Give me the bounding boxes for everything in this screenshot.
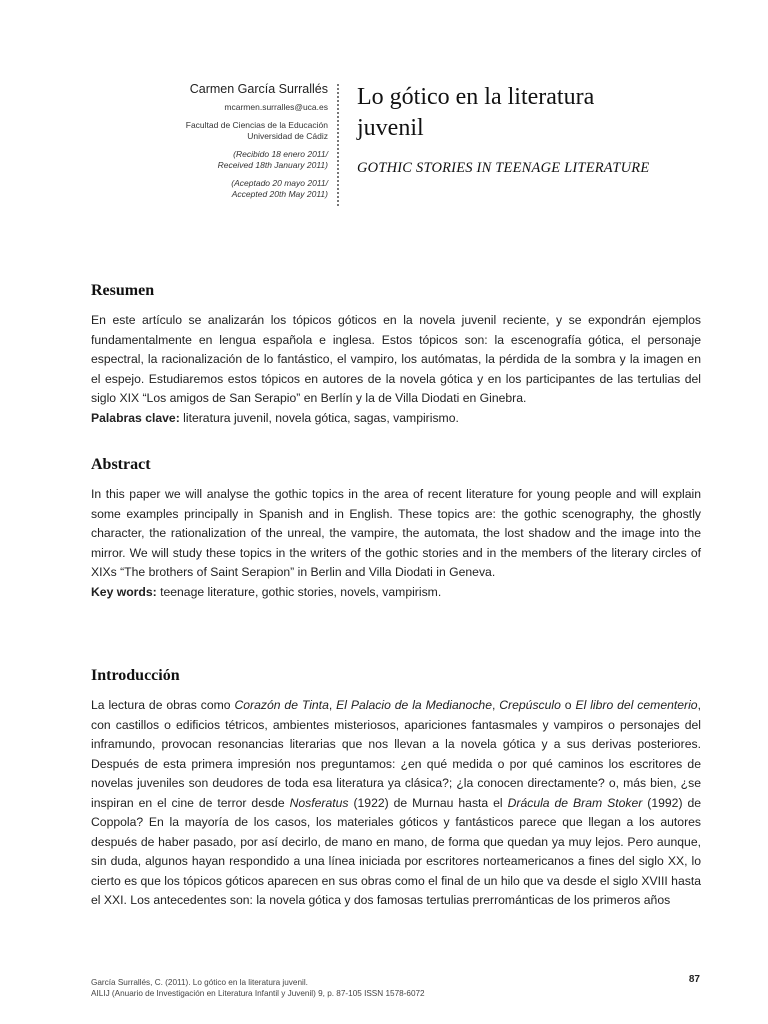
affiliation-university: Universidad de Cádiz — [247, 131, 328, 141]
article-subtitle: GOTHIC STORIES IN TEENAGE LITERATURE — [357, 160, 650, 176]
page-footer — [91, 977, 703, 999]
intro-text-1: La lectura de obras como — [91, 698, 235, 712]
resumen-body: En este artículo se analizarán los tópicos góticos en la novela juvenil reciente, y se expondrán ejemplos fundamentalmente en lengua española e inglesa. Estos tópicos son: la escenografía gótica, el personaje espectral, la racionalización de lo fantástico, el vampiro, los autómatas, la pérdida de la sombra y la imagen en el espejo. Estudiaremos estos tópicos en autores de la novela gótica y en los participantes de las tertulias del siglo XIX “Los amigos de San Serapio” en Berlín y la de Villa Diodati en Ginebra. — [91, 313, 701, 405]
film-title-nosferatus: Nosferatus — [289, 795, 349, 810]
title-block — [357, 82, 737, 177]
resumen-section — [91, 311, 701, 428]
footer-journal: AILIJ (Anuario de Investigación en Literatura Infantil y Juvenil) 9, p. 87-105 ISSN 1578-6072 — [91, 989, 425, 998]
intro-text-7: (1992) de Coppola? En la mayoría de los casos, los materiales góticos y fantásticos parece que llegan a los autores después de haber pasado, por así decirlo, de mano en mano, de forma que quedan ya muy lejos. Pero aunque, sin duda, algunos hayan respondido a una línea iniciada por escritores norteamericanos a fines del siglo XX, lo cierto es que los tópicos góticos aparecen en sus obras como el final de un hilo que va desde el siglo XVIII hasta el XXI. Los antecedentes son: la novela gótica y dos famosas tertulias prerrománticas de los primeros años — [91, 795, 702, 907]
header-divider — [337, 84, 339, 206]
resumen-heading: Resumen — [91, 282, 155, 299]
accepted-date-es: (Aceptado 20 mayo 2011/ — [231, 177, 328, 188]
article-title — [357, 82, 737, 144]
film-title-dracula: Drácula de Bram Stoker — [507, 795, 643, 810]
author-email: mcarmen.surralles@uca.es — [224, 102, 328, 112]
resumen-keywords-text: literatura juvenil, novela gótica, sagas, vampirismo. — [179, 410, 459, 425]
intro-text-3: , — [491, 698, 500, 712]
accepted-date-en: Accepted 20th May 2011) — [231, 189, 328, 199]
abstract-heading: Abstract — [91, 456, 151, 473]
abstract-body: In this paper we will analyse the gothic topics in the area of recent literature for young people and will explain some examples principally in Spanish and in English. These topics are: the gothic scenography, the ghostly character, the rationalization of the unreal, the vampire, the automata, the lost shadow and the image into the mirror. We will study these topics in the writers of the gothic stories and in the members of the literary circles of XIXs “The brothers of Saint Serapion” in Berlin and Villa Diodati in Geneva. — [91, 487, 701, 579]
book-title-crepusculo: Crepúsculo — [499, 698, 561, 712]
intro-section — [91, 696, 701, 911]
author-info — [150, 82, 328, 201]
intro-text-2: , — [328, 698, 337, 712]
title-line-2: juvenil — [357, 115, 424, 141]
page-number: 87 — [688, 974, 700, 985]
abstract-keywords — [91, 583, 701, 603]
received-date-en: Received 18th January 2011) — [217, 160, 328, 170]
resumen-keywords-label: Palabras clave: — [91, 410, 180, 425]
title-line-1: Lo gótico en la literatura — [357, 84, 595, 110]
abstract-keywords-text: teenage literature, gothic stories, novels, vampirism. — [156, 584, 442, 599]
received-date-es: (Recibido 18 enero 2011/ — [233, 148, 328, 159]
author-name: Carmen García Surrallés — [189, 82, 328, 96]
affiliation-faculty: Facultad de Ciencias de la Educación — [185, 119, 328, 130]
intro-text-6: (1922) de Murnau hasta el — [348, 795, 508, 810]
book-title-corazon: Corazón de Tinta — [234, 698, 329, 712]
abstract-keywords-label: Key words: — [91, 584, 157, 599]
abstract-section — [91, 485, 701, 602]
footer-citation: García Surrallés, C. (2011). Lo gótico en la literatura juvenil. — [91, 978, 308, 987]
resumen-keywords — [91, 409, 701, 429]
intro-text-4: o — [560, 698, 576, 712]
intro-body — [91, 696, 701, 911]
intro-text-5: , con castillos o edificios tétricos, ambientes misteriosos, apariciones fantasmales y vampiros o personajes del inframundo, provocan resonancias literarias que nos llevan a la novela gótica y a sus derivas posteriores. Después de esta primera impresión nos preguntamos: ¿en qué medida o por qué caminos los escritores de novelas juveniles son deudores de toda esa literatura ya clásica?; ¿la conocen directamente? o, más bien, ¿se inspiran en el cine de terror desde — [91, 698, 701, 810]
book-title-palacio: El Palacio de la Medianoche — [336, 698, 492, 712]
intro-heading: Introducción — [91, 667, 180, 684]
book-title-cementerio: El libro del cementerio — [575, 698, 698, 712]
